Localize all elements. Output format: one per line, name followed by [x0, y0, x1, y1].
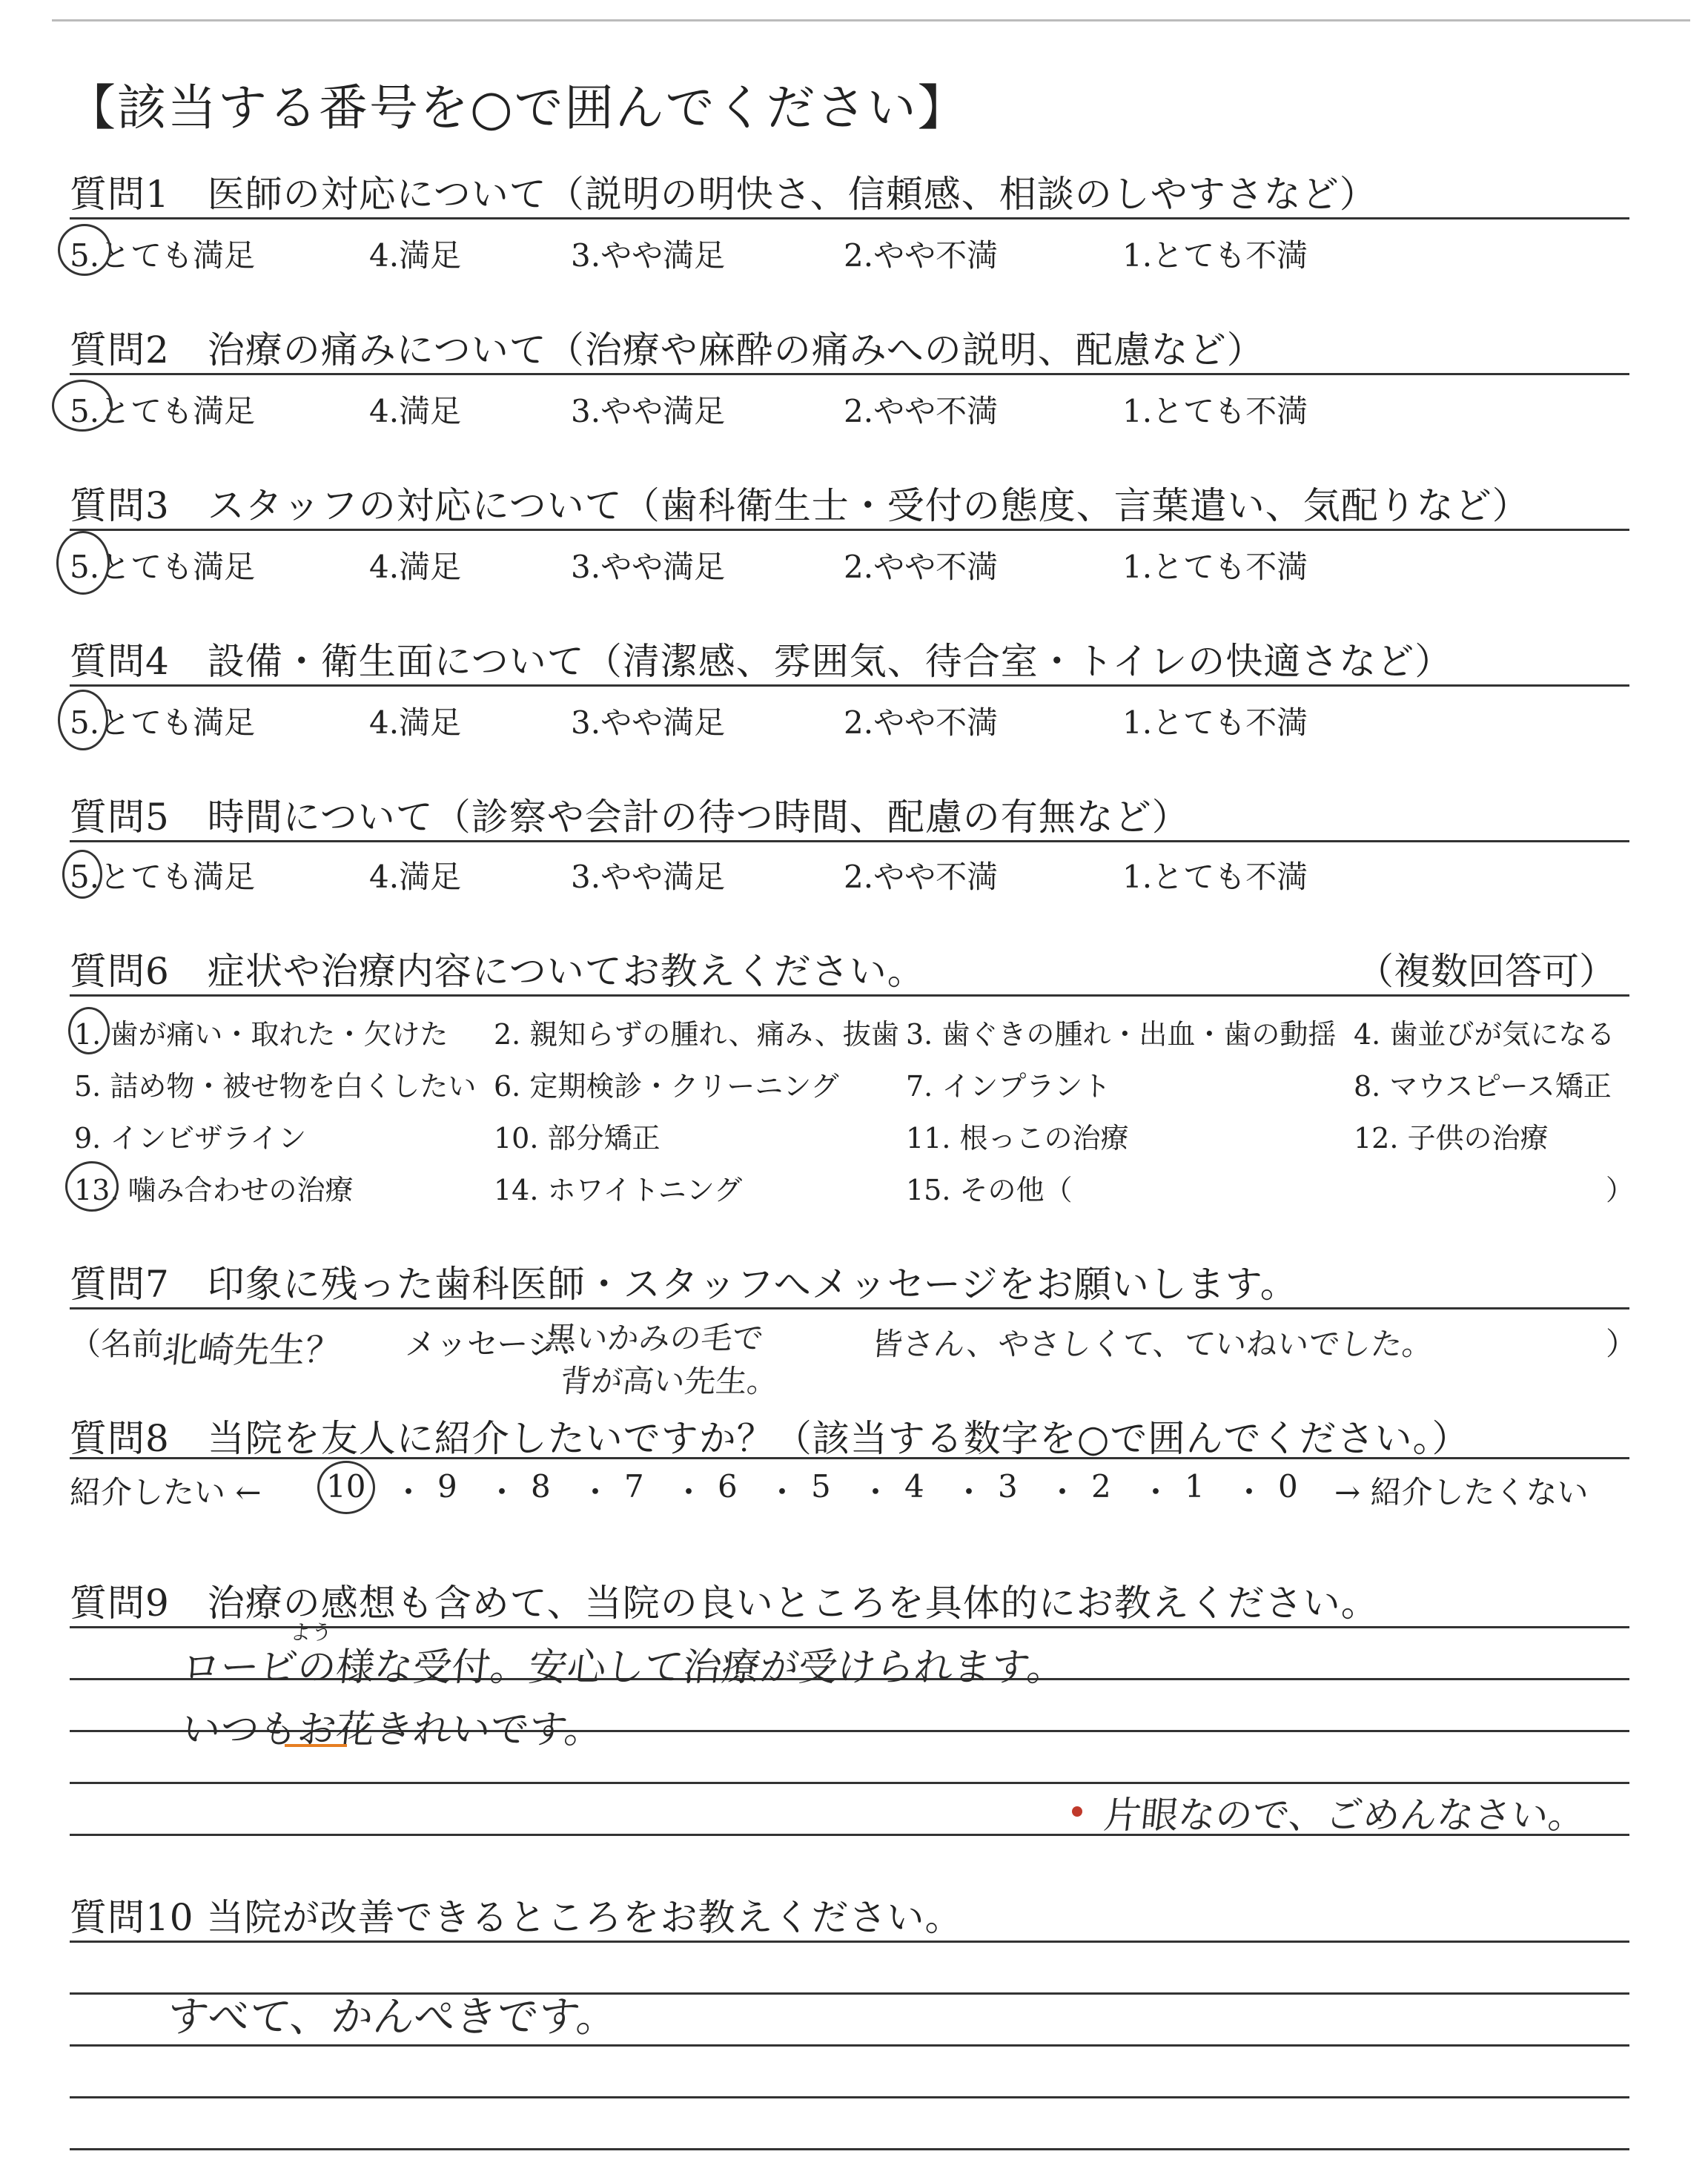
- q6-option-2[interactable]: 2. 親知らずの腫れ、痛み、抜歯: [494, 1018, 899, 1051]
- question-8-rule: [70, 1457, 1629, 1459]
- question-4-title: 質問4 設備・衛生面について（清潔感、雰囲気、待合室・トイレの快適さなど）: [70, 640, 1453, 683]
- scale-value-3[interactable]: 3: [998, 1468, 1018, 1505]
- rating-option-4[interactable]: 4.満足: [369, 549, 462, 585]
- question-2-title: 質問2 治療の痛みについて（治療や麻酔の痛みへの説明、配慮など）: [70, 328, 1265, 371]
- scale-separator: ・: [1140, 1474, 1172, 1510]
- handwritten-ruby: よう: [289, 1620, 334, 1645]
- rating-option-5[interactable]: 5.とても満足: [70, 393, 256, 429]
- rating-option-3[interactable]: 3.やや満足: [571, 549, 726, 585]
- handwritten-name: 北崎先生？: [160, 1330, 343, 1371]
- instruction-header: 【該当する番号を○で囲んでください】: [67, 79, 968, 136]
- multiple-answer-note: （複数回答可）: [1357, 950, 1616, 993]
- selection-circle: [62, 850, 102, 899]
- question-3-rule: [70, 529, 1629, 531]
- rating-option-4[interactable]: 4.満足: [369, 393, 462, 429]
- q6-option-13[interactable]: 13. 噛み合わせの治療: [74, 1174, 354, 1206]
- rating-option-2[interactable]: 2.やや不満: [844, 704, 999, 741]
- selection-circle: [52, 380, 113, 432]
- rating-option-2[interactable]: 2.やや不満: [844, 393, 999, 429]
- handwritten-message-2: 背が高い先生。: [558, 1363, 781, 1399]
- message-close: ）: [1606, 1326, 1638, 1362]
- scale-separator: ・: [953, 1474, 985, 1510]
- rating-option-3[interactable]: 3.やや満足: [571, 704, 726, 741]
- rating-option-1[interactable]: 1.とても不満: [1122, 237, 1308, 274]
- scale-left-label: 紹介したい ←: [70, 1474, 262, 1510]
- question-7-rule: [70, 1307, 1629, 1309]
- answer-line: [70, 2096, 1629, 2098]
- rating-option-4[interactable]: 4.満足: [369, 704, 462, 741]
- scale-value-7[interactable]: 7: [624, 1468, 644, 1505]
- q6-option-4[interactable]: 4. 歯並びが気になる: [1354, 1018, 1615, 1051]
- question-9-title: 質問9 治療の感想も含めて、当院の良いところを具体的にお教えください。: [70, 1582, 1379, 1625]
- question-6-rule: [70, 994, 1629, 997]
- rating-option-3[interactable]: 3.やや満足: [571, 393, 726, 429]
- q6-option-8[interactable]: 8. マウスピース矯正: [1354, 1070, 1612, 1103]
- handwritten-answer-2: いつもお花きれいです。: [179, 1708, 606, 1752]
- rating-option-2[interactable]: 2.やや不満: [844, 549, 999, 585]
- rating-option-4[interactable]: 4.満足: [369, 237, 462, 274]
- question-1-rule: [70, 217, 1629, 219]
- q6-option-7[interactable]: 7. インプラント: [906, 1070, 1111, 1103]
- scale-value-0[interactable]: 0: [1278, 1468, 1298, 1505]
- handwritten-answer-3: 片眼なので、ごめんなさい。: [1102, 1794, 1588, 1837]
- selection-circle: [58, 690, 108, 750]
- top-border: [52, 19, 1690, 22]
- rating-option-3[interactable]: 3.やや満足: [571, 859, 726, 895]
- scale-separator: ・: [580, 1474, 612, 1510]
- question-5-rule: [70, 840, 1629, 842]
- answer-line: [70, 1941, 1629, 1943]
- scale-value-8[interactable]: 8: [531, 1468, 551, 1505]
- scale-value-2[interactable]: 2: [1091, 1468, 1111, 1505]
- q6-option-3[interactable]: 3. 歯ぐきの腫れ・出血・歯の動揺: [906, 1018, 1337, 1051]
- q6-option-15[interactable]: 15. その他（: [906, 1174, 1073, 1206]
- scale-value-1[interactable]: 1: [1185, 1468, 1205, 1505]
- bullet-mark: [1072, 1806, 1082, 1817]
- answer-line: [70, 2044, 1629, 2047]
- name-label: （名前：: [70, 1326, 195, 1362]
- scale-right-label: → 紹介したくない: [1334, 1474, 1589, 1510]
- rating-option-2[interactable]: 2.やや不満: [844, 859, 999, 895]
- question-10-title: 質問10 当院が改善できるところをお教えください。: [70, 1896, 963, 1939]
- question-1-title: 質問1 医師の対応について（説明の明快さ、信頼感、相談のしやすさなど）: [70, 173, 1377, 216]
- selection-circle: [56, 531, 110, 595]
- rating-option-5[interactable]: 5.とても満足: [70, 859, 256, 895]
- answer-line: [70, 1782, 1629, 1784]
- scale-value-9[interactable]: 9: [437, 1468, 457, 1505]
- scale-separator: ・: [393, 1474, 425, 1510]
- scale-separator: ・: [860, 1474, 892, 1510]
- rating-option-2[interactable]: 2.やや不満: [844, 237, 999, 274]
- rating-option-5[interactable]: 5.とても満足: [70, 704, 256, 741]
- question-8-title: 質問8 当院を友人に紹介したいですか？（該当する数字を○で囲んでください。）: [70, 1417, 1470, 1460]
- scale-separator: ・: [767, 1474, 798, 1510]
- scale-value-10[interactable]: 10: [326, 1468, 366, 1505]
- q6-option-10[interactable]: 10. 部分矯正: [494, 1122, 661, 1155]
- selection-circle: [68, 1007, 110, 1054]
- handwritten-answer-10: すべて、かんぺきです。: [165, 1993, 621, 2041]
- rating-option-1[interactable]: 1.とても不満: [1122, 859, 1308, 895]
- q6-option-1[interactable]: 1. 歯が痛い・取れた・欠けた: [74, 1018, 448, 1051]
- scale-separator: ・: [486, 1474, 518, 1510]
- q6-option-9[interactable]: 9. インビザライン: [74, 1122, 307, 1155]
- question-6-title: 質問6 症状や治療内容についてお教えください。: [70, 950, 925, 993]
- q6-option-6[interactable]: 6. 定期検診・クリーニング: [494, 1070, 839, 1103]
- scale-value-5[interactable]: 5: [811, 1468, 831, 1505]
- rating-option-5[interactable]: 5.とても満足: [70, 237, 256, 274]
- question-5-title: 質問5 時間について（診察や会計の待つ時間、配慮の有無など）: [70, 796, 1190, 839]
- question-2-rule: [70, 373, 1629, 375]
- question-4-rule: [70, 684, 1629, 687]
- rating-option-3[interactable]: 3.やや満足: [571, 237, 726, 274]
- rating-option-4[interactable]: 4.満足: [369, 859, 462, 895]
- handwritten-message-1: 黒いかみの毛で: [543, 1320, 766, 1356]
- q6-option-12[interactable]: 12. 子供の治療: [1354, 1122, 1549, 1155]
- q6-other-close: ）: [1606, 1174, 1635, 1206]
- scale-separator: ・: [673, 1474, 705, 1510]
- rating-option-5[interactable]: 5.とても満足: [70, 549, 256, 585]
- highlight-mark: [285, 1744, 347, 1747]
- handwritten-answer-1: ロービの様な受付。安心して治療が受けられます。: [179, 1645, 1068, 1690]
- rating-option-1[interactable]: 1.とても不満: [1122, 549, 1308, 585]
- question-3-title: 質問3 スタッフの対応について（歯科衛生士・受付の態度、言葉遣い、気配りなど）: [70, 484, 1530, 527]
- handwritten-message-3: 皆さん、やさしくて、ていねいでした。: [870, 1326, 1435, 1362]
- answer-line: [70, 2148, 1629, 2150]
- selection-circle: [58, 224, 111, 276]
- selection-circle: [317, 1461, 375, 1514]
- q6-option-11[interactable]: 11. 根っこの治療: [906, 1122, 1129, 1155]
- q6-option-14[interactable]: 14. ホワイトニング: [494, 1174, 743, 1206]
- question-7-title: 質問7 印象に残った歯科医師・スタッフへメッセージをお願いします。: [70, 1263, 1298, 1306]
- scale-value-6[interactable]: 6: [718, 1468, 738, 1505]
- scale-separator: ・: [1234, 1474, 1265, 1510]
- rating-option-1[interactable]: 1.とても不満: [1122, 393, 1308, 429]
- rating-option-1[interactable]: 1.とても不満: [1122, 704, 1308, 741]
- selection-circle: [65, 1161, 119, 1212]
- q6-option-5[interactable]: 5. 詰め物・被せ物を白くしたい: [74, 1070, 477, 1103]
- scale-separator: ・: [1047, 1474, 1079, 1510]
- message-label: メッセージ：: [405, 1326, 590, 1362]
- scale-value-4[interactable]: 4: [904, 1468, 924, 1505]
